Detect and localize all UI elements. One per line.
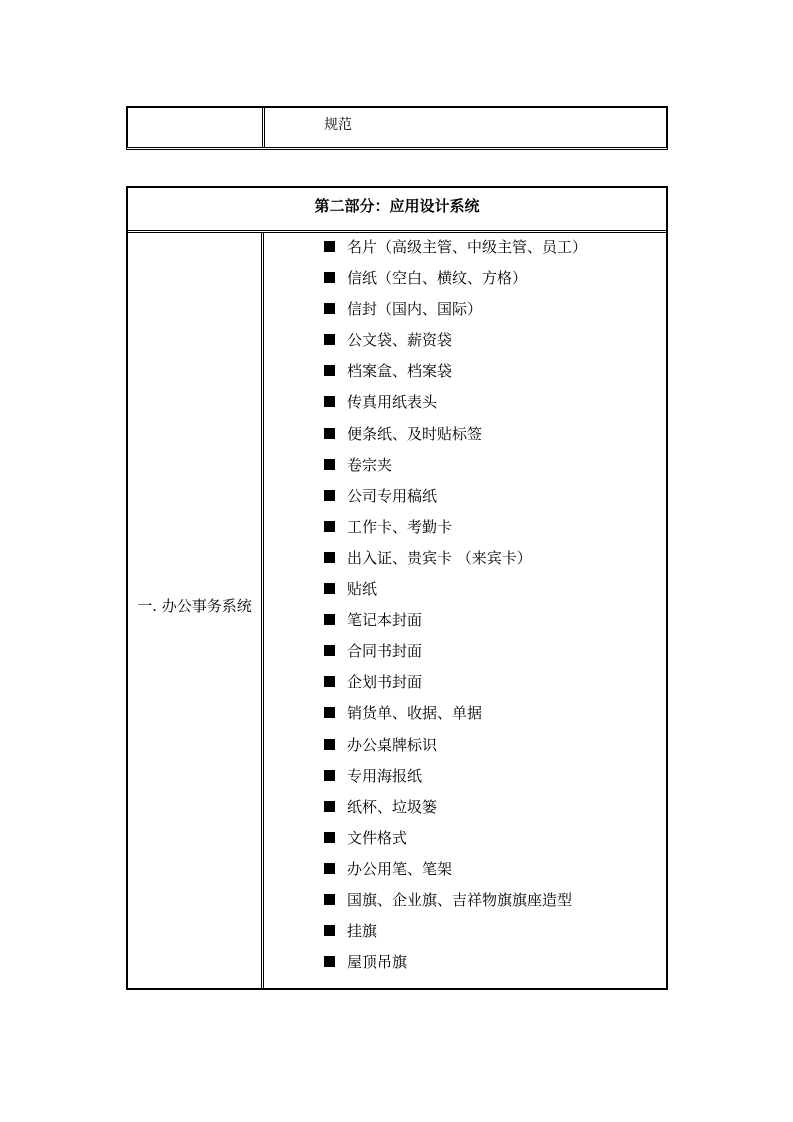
black-square-icon [324,303,335,314]
black-square-icon [324,490,335,501]
list-item-text: 工作卡、考勤卡 [347,517,453,536]
list-item [324,486,587,517]
list-item [324,237,587,268]
black-square-icon [324,241,335,252]
list-item-text: 挂旗 [347,922,378,941]
black-square-icon [324,396,335,407]
list-item-text: 传真用纸表头 [347,393,438,412]
list-item-text: 出入证、贵宾卡 （来宾卡） [347,548,532,567]
black-square-icon [324,521,335,532]
list-item [324,859,587,890]
list-item-text: 办公桌牌标识 [347,735,438,754]
list-item [324,330,587,361]
black-square-icon [324,428,335,439]
black-square-icon [324,925,335,936]
application-design-table [126,186,668,990]
list-item-text: 国旗、企业旗、吉祥物旗旗座造型 [347,890,573,909]
list-item [324,455,587,486]
black-square-icon [324,334,335,345]
column-divider [261,233,264,988]
row-label-office-system: 一. 办公事务系统 [137,597,252,615]
black-square-icon [324,676,335,687]
list-item-text: 公文袋、薪资袋 [347,331,453,350]
office-items-list [324,237,587,983]
black-square-icon [324,739,335,750]
black-square-icon [324,832,335,843]
black-square-icon [324,770,335,781]
top-table-left-cell [128,108,265,147]
list-item [324,610,587,641]
list-item-text: 名片（高级主管、中级主管、员工） [347,238,588,256]
black-square-icon [324,614,335,625]
list-item-text: 公司专用稿纸 [347,486,438,505]
list-item-text: 笔记本封面 [347,611,423,630]
list-item-text: 信封（国内、国际） [347,300,483,319]
list-item [324,766,587,797]
list-item-text: 文件格式 [347,828,408,847]
list-item-text: 合同书封面 [347,642,423,661]
section-header: 第二部分：应用设计系统 [128,188,666,233]
list-item [324,361,587,392]
list-item-text: 贴纸 [347,580,378,599]
list-item [324,548,587,579]
list-item-text: 纸杯、垃圾篓 [347,797,438,816]
black-square-icon [324,645,335,656]
list-item-text: 办公用笔、笔架 [347,859,453,878]
list-item [324,952,587,983]
list-item [324,641,587,672]
list-item [324,424,587,455]
list-item-text: 卷宗夹 [347,455,393,474]
black-square-icon [324,707,335,718]
list-item [324,797,587,828]
list-item [324,672,587,703]
list-item [324,703,587,734]
list-item-text: 信纸（空白、横纹、方格） [347,269,528,288]
list-item [324,735,587,766]
list-item [324,828,587,859]
black-square-icon [324,272,335,283]
list-item [324,921,587,952]
top-table-right-text: 规范 [324,117,352,133]
list-item [324,392,587,423]
list-item-text: 便条纸、及时贴标签 [347,424,483,443]
black-square-icon [324,552,335,563]
list-item-text: 销货单、收据、单据 [347,704,483,723]
list-item [324,890,587,921]
list-item-text: 档案盒、档案袋 [347,362,453,381]
list-item-text: 企划书封面 [347,673,423,692]
black-square-icon [324,863,335,874]
black-square-icon [324,894,335,905]
list-item [324,299,587,330]
list-item [324,579,587,610]
top-table [126,106,668,150]
list-item [324,517,587,548]
black-square-icon [324,459,335,470]
black-square-icon [324,583,335,594]
list-item [324,268,587,299]
black-square-icon [324,956,335,967]
black-square-icon [324,801,335,812]
black-square-icon [324,365,335,376]
list-item-text: 屋顶吊旗 [347,953,408,972]
list-item-text: 专用海报纸 [347,766,423,785]
